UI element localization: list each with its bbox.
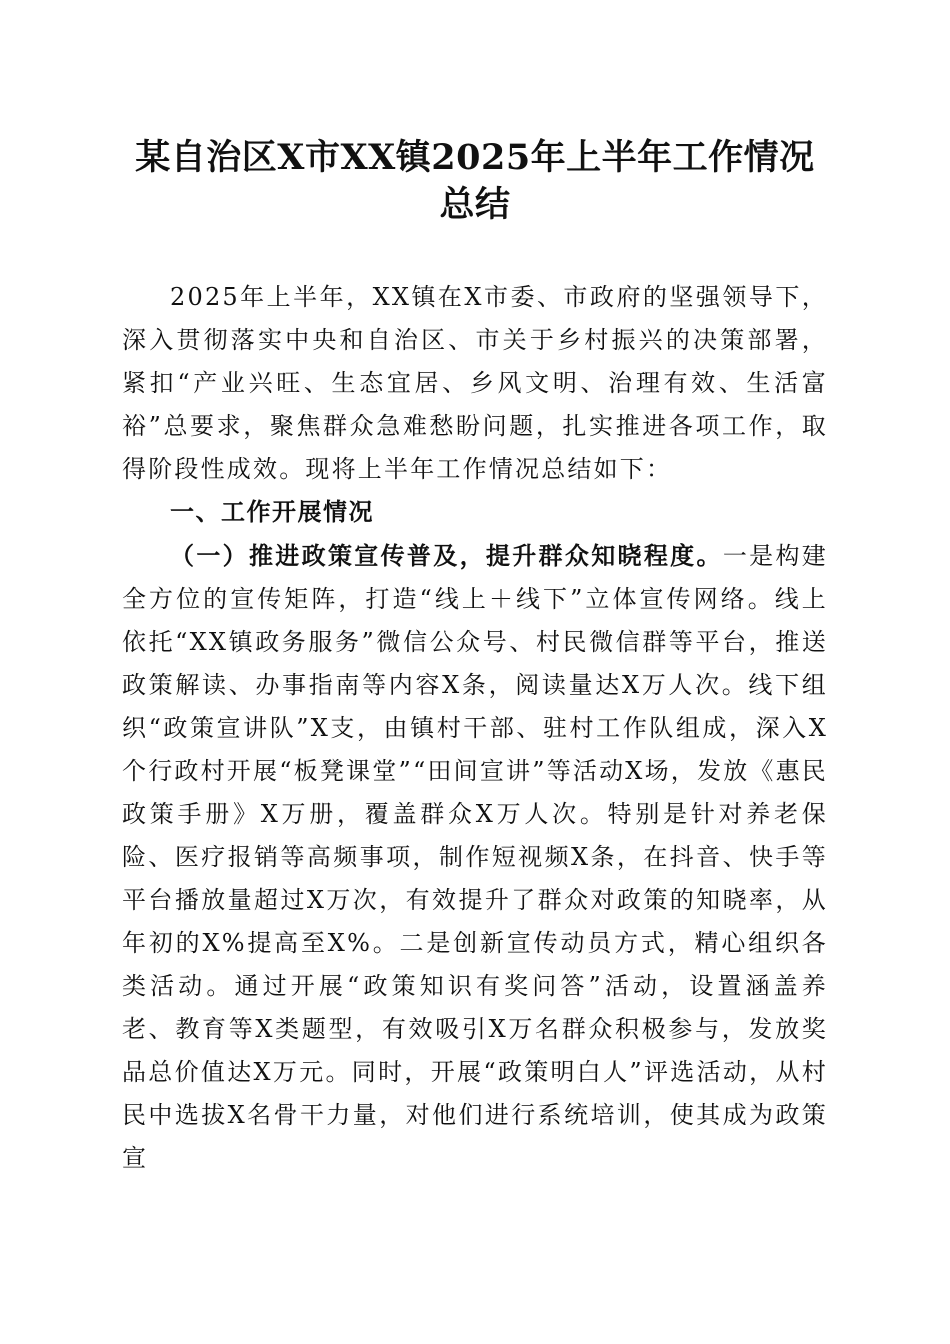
section-heading: 一、工作开展情况 — [170, 498, 374, 526]
subsection-lead: （一）推进政策宣传普及，提升群众知晓程度。 — [170, 541, 723, 570]
document-body — [122, 276, 828, 1180]
document-title — [100, 134, 850, 228]
intro-paragraph: 2025年上半年，XX镇在X市委、市政府的坚强领导下，深入贯彻落实中央和自治区、市关于乡村振兴的决策部署，紧扣“产业兴旺、生态宜居、乡风文明、治理有效、生活富裕”总要求，聚焦群众急难愁盼问题，扎实推进各项工作，取得阶段性成效。现将上半年工作情况总结如下： — [122, 283, 828, 483]
title-line-1: 某自治区X市XX镇2025年上半年工作情况 — [135, 137, 815, 178]
subsection-body: 一是构建全方位的宣传矩阵，打造“线上＋线下”立体宣传网络。线上依托“XX镇政务服务”微信公众号、村民微信群等平台，推送政策解读、办事指南等内容X条，阅读量达X万人次。线下组织“政策宣讲队”X支，由镇村干部、驻村工作队组成，深入X个行政村开展“板凳课堂”“田间宣讲”等活动X场，发放《惠民政策手册》X万册，覆盖群众X万人次。特别是针对养老保险、医疗报销等高频事项，制作短视频X条，在抖音、快手等平台播放量超过X万次，有效提升了群众对政策的知晓率，从年初的X%提高至X%。二是创新宣传动员方式，精心组织各类活动。通过开展“政策知识有奖问答”活动，设置涵盖养老、教育等X类题型，有效吸引X万名群众积极参与，发放奖品总价值达X万元。同时，开展“政策明白人”评选活动，从村民中选拔X名骨干力量，对他们进行系统培训，使其成为政策宣 — [122, 542, 828, 1172]
title-line-2: 总结 — [439, 184, 511, 225]
subsection-paragraph — [122, 534, 828, 1180]
